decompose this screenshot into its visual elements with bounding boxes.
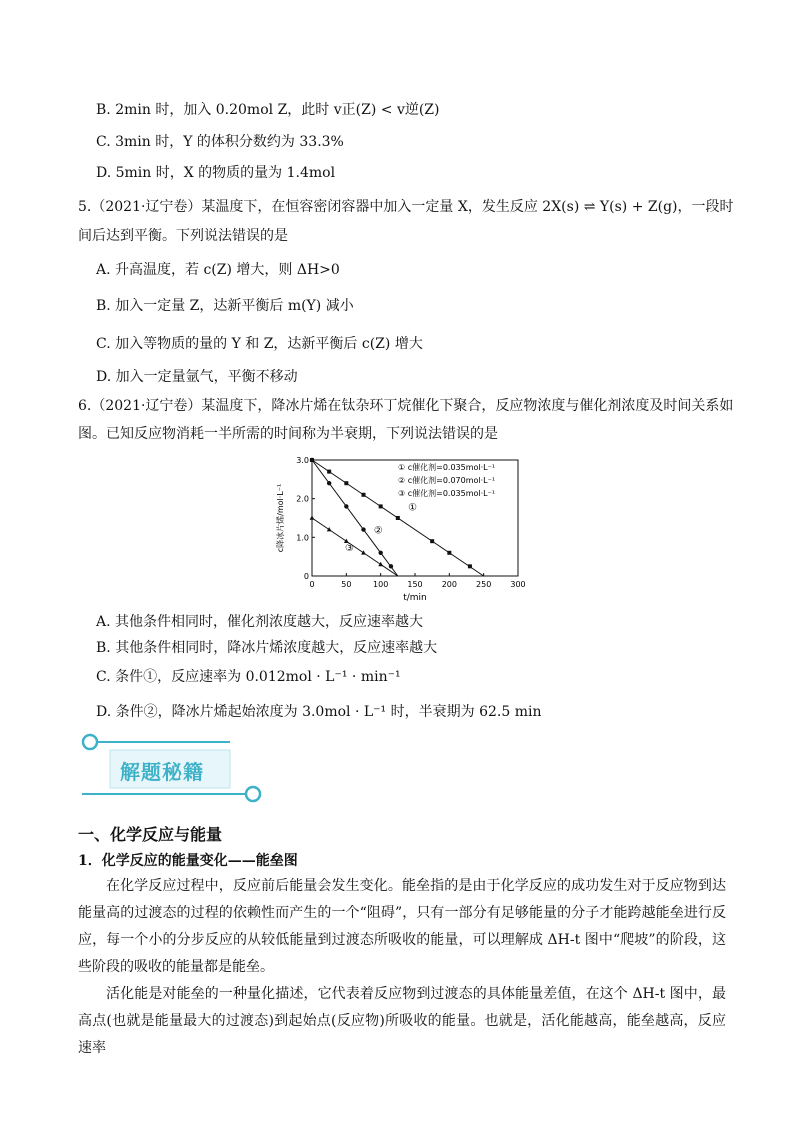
series-line-3	[312, 518, 398, 576]
option-6c: C. 条件①，反应速率为 0.012mol · L⁻¹ · min⁻¹	[96, 669, 401, 685]
data-point-triangle	[310, 515, 315, 519]
legend-entry: ② c催化剂=0.070mol·L⁻¹	[398, 476, 496, 485]
data-point-circle	[344, 504, 348, 508]
option-6a: A. 其他条件相同时，催化剂浓度越大，反应速率越大	[96, 614, 424, 630]
tips-banner	[80, 732, 280, 808]
option-5c: C. 加入等物质的量的 Y 和 Z，达新平衡后 c(Z) 增大	[96, 336, 423, 352]
option-4c: C. 3min 时，Y 的体积分数约为 33.3%	[96, 134, 344, 150]
x-tick-label: 250	[476, 580, 492, 589]
series-line-2	[312, 460, 398, 576]
data-point-square	[447, 551, 451, 555]
data-point-square	[362, 493, 366, 497]
x-axis-label: t/min	[403, 593, 427, 603]
option-6b: B. 其他条件相同时，降冰片烯浓度越大，反应速率越大	[96, 640, 438, 656]
question-6-stem: 6.（2021·辽宁卷）某温度下，降冰片烯在钛杂环丁烷催化下聚合，反应物浓度与催化剂浓度及时间关系如	[78, 398, 734, 414]
option-6d: D. 条件②，降冰片烯起始浓度为 3.0mol · L⁻¹ 时，半衰期为 62.5 min	[96, 704, 542, 720]
data-point-square	[344, 481, 348, 485]
y-axis-label: c降冰片烯/mol·L⁻¹	[276, 483, 285, 553]
x-tick-label: 0	[309, 580, 315, 589]
option-4b: B. 2min 时，加入 0.20mol Z，此时 v正(Z) < v逆(Z)	[96, 102, 440, 118]
data-point-square	[468, 564, 472, 568]
data-point-circle	[361, 527, 365, 531]
y-tick-label: 3.0	[296, 456, 309, 465]
legend-entry: ① c催化剂=0.035mol·L⁻¹	[398, 463, 496, 472]
option-4d: D. 5min 时，X 的物质的量为 1.4mol	[96, 165, 336, 181]
question-5-stem-cont: 间后达到平衡。下列说法错误的是	[78, 228, 288, 244]
question-6-stem-cont: 图。已知反应物消耗一半所需的时间称为半衰期，下列说法错误的是	[78, 426, 498, 442]
curve-label-1: ①	[408, 502, 418, 514]
data-point-square	[379, 504, 383, 508]
legend-entry: ③ c催化剂=0.035mol·L⁻¹	[398, 489, 496, 498]
data-point-triangle	[361, 550, 366, 554]
y-tick-label: 0	[303, 572, 309, 581]
data-point-circle	[327, 481, 331, 485]
section-title: 一、化学反应与能量	[78, 825, 223, 844]
paragraph-2: 活化能是对能垒的一种量化描述，它代表着反应物到过渡态的具体能量差值，在这个 ΔH-t 图中，最高点(也就是能量最大的过渡态)到起始点(反应物)所吸收的能量。也就是，活化能越高，能垒越高，反应速率	[78, 986, 726, 1056]
y-tick-label: 2.0	[296, 494, 309, 504]
option-5d: D. 加入一定量氩气，平衡不移动	[96, 369, 298, 385]
data-point-triangle	[327, 527, 332, 531]
subsection-title: 1．化学反应的能量变化——能垒图	[78, 853, 298, 869]
x-tick-label: 300	[510, 580, 526, 589]
paragraph-1: 在化学反应过程中，反应前后能量会发生变化。能垒指的是由于化学反应的成功发生对于反应物到达能量高的过渡态的过程的依赖性而产生的一个“阻碍”，只有一部分有足够能量的分子才能跨越能垒进行反应，每一个小的分步反应的从较低能量到过渡态所吸收的能量，可以理解成 ΔH-t 图中“爬坡”的阶段，这些阶段的吸收的能量都是能垒。	[78, 878, 726, 975]
question-5-stem: 5.（2021·辽宁卷）某温度下，在恒容密闭容器中加入一定量 X，发生反应 2X(s) ⇌ Y(s) + Z(g)，一段时	[78, 199, 734, 215]
data-point-circle	[378, 551, 382, 555]
data-point-triangle	[378, 562, 383, 566]
option-5b: B. 加入一定量 Z，达新平衡后 m(Y) 减小	[96, 298, 354, 314]
y-tick-label: 1.0	[296, 533, 309, 543]
x-tick-label: 200	[441, 580, 457, 589]
data-point-circle	[310, 458, 314, 462]
option-5a: A. 升高温度，若 c(Z) 增大，则 ΔH>0	[96, 262, 340, 278]
banner-title: 解题秘籍	[120, 760, 204, 784]
curve-label-2: ②	[373, 525, 383, 537]
x-tick-label: 50	[341, 580, 352, 589]
concentration-time-chart	[270, 444, 540, 612]
x-tick-label: 100	[373, 580, 389, 589]
curve-label-3: ③	[344, 543, 354, 554]
data-point-square	[396, 516, 400, 520]
data-point-circle	[389, 564, 393, 568]
x-tick-label: 150	[407, 580, 423, 589]
data-point-square	[327, 470, 331, 474]
data-point-square	[430, 539, 434, 543]
